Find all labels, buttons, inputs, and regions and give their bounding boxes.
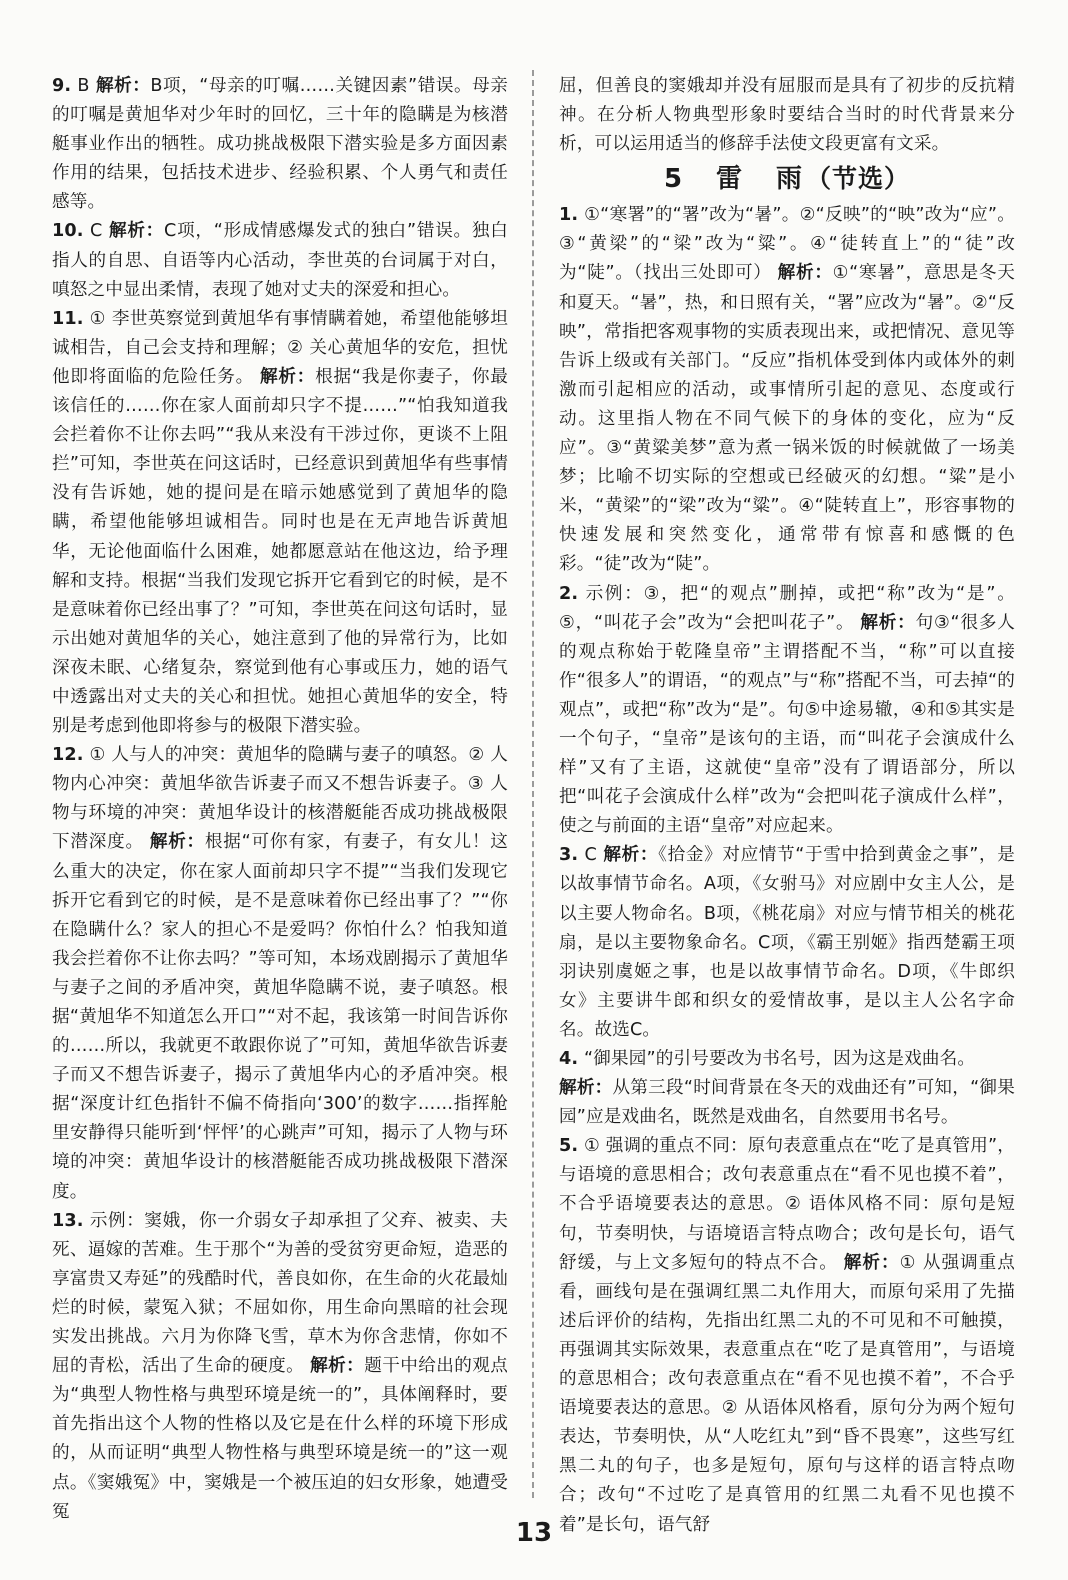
- answer-12: 12. ① 人与人的冲突：黄旭华的隐瞒与妻子的嗔怒。② 人物内心冲突：黄旭华欲告诉妻子而又不想告诉妻子。③ 人物与环境的冲突：黄旭华设计的核潜艇能否成功挑战极限下潜深度。 解析：根据“可你有家，有妻子，有女儿！这么重大的决定，你在家人面前却只字不提”“当我们发现它拆开它看到它的时候，是不是意味着你已经出事了？”“你在隐瞒什么？家人的担心不是爱吗？你怕什么？怕我知道我会拦着你不让你去吗？”等可知，本场戏剧揭示了黄旭华与妻子之间的矛盾冲突，黄旭华隐瞒不说，妻子嗔怒。根据“黄旭华不知道怎么开口”“对不起，我该第一时间告诉你的……所以，我就更不敢跟你说了”可知，黄旭华欲告诉妻子而又不想告诉妻子，揭示了黄旭华内心的矛盾冲突。根据“深度计红色指针不偏不倚指向‘300’的数字……指挥舱里安静得只能听到‘怦怦’的心跳声”可知，揭示了人物与环境的冲突：黄旭华设计的核潜艇能否成功挑战极限下潜深度。: [52, 745, 508, 1202]
- answer-11: 11. ① 李世英察觉到黄旭华有事情瞒着她，希望他能够坦诚相告，自己会支持和理解；② 关心黄旭华的安危，担忧他即将面临的危险任务。 解析：根据“我是你妻子，你最该信任的……你在家人面前却只字不提……”“怕我知道我会拦着你不让你去吗”“我从来没有干涉过你，更谈不上阻拦”可知，李世英在问这话时，已经意识到黄旭华有些事情没有告诉她，她的提问是在暗示她感觉到了黄旭华的隐瞒，希望他能够坦诚相告。同时也是在无声地告诉黄旭华，无论他面临什么困难，她都愿意站在他这边，给予理解和支持。根据“当我们发现它拆开它看到它的时候，是不是意味着你已经出事了？”可知，李世英在问这句话时，显示出她对黄旭华的关心，她注意到了他的异常行为，比如深夜未眠、心绪复杂，察觉到他有心事或压力，她的语气中透露出对丈夫的关心和担忧。她担心黄旭华的安全，特别是考虑到他即将参与的极限下潜实验。: [52, 308, 508, 737]
- section5-answer-2: 2. 示例：③，把“的观点”删掉，或把“称”改为“是”。⑤，“叫花子会”改为“会把叫花子”。 解析：句③“很多人的观点称始于乾隆皇帝”主谓搭配不当，“称”可以直接作“很多人”的谓语，“的观点”与“称”搭配不当，可去掉“的观点”，或把“称”改为“是”。句⑤中途易辙，④和⑤其实是一个句子，“皇帝”是该句的主语，而“叫花子会演成什么样”又有了主语，这就使“皇帝”没有了谓语部分，所以把“叫花子会演成什么样”改为“会把叫花子演成什么样”，使之与前面的主语“皇帝”对应起来。: [559, 583, 1015, 837]
- answer-13: 13. 示例：窦娥，你一介弱女子却承担了父弃、被卖、夫死、逼嫁的苦难。生于那个“为善的受贫穷更命短，造恶的享富贵又寿延”的残酷时代，善良如你，在生命的火花最灿烂的时候，蒙冤入狱；不屈如你，用生命向黑暗的社会现实发出挑战。六月为你降飞雪，草木为你含悲情，你如不屈的青松，活出了生命的硬度。 解析：题干中给出的观点为“典型人物性格与典型环境是统一的”，具体阐释时，要首先指出这个人物的性格以及它是在什么样的环境下形成的，从而证明“典型人物性格与典型环境是统一的”这一观点。《窦娥冤》中，窦娥是一个被压迫的妇女形象，她遭受冤: [52, 1210, 509, 1522]
- section5-answer-4-analysis: 解析：从第三段“时间背景在冬天的戏曲还有”可知，“御果园”应是戏曲名，既然是戏曲名，自然要用书名号。: [559, 1078, 1016, 1128]
- answer-9: 9. B 解析：B项，“母亲的叮嘱……关键因素”错误。母亲的叮嘱是黄旭华对少年时的回忆，三十年的隐瞒是为核潜艇事业作出的牺牲。成功挑战极限下潜实验是多方面因素作用的结果，包括技术进步、经验积累、个人勇气和责任感等。: [52, 76, 509, 213]
- section5-answer-1: 1. ①“寒署”的“署”改为“暑”。②“反映”的“映”改为“应”。③“黄梁”的“梁”改为“粱”。④“徒转直上”的“徒”改为“陡”。（找出三处即可） 解析：①“寒暑”，意思是冬天和夏天。“暑”，热，和日照有关，“署”应改为“暑”。②“反映”，常指把客观事物的实质表现出来，或把情况、意见等告诉上级或有关部门。“反应”指机体受到体内或体外的刺激而引起相应的活动，或事情所引起的意见、态度或行动。这里指人物在不同气候下的身体的变化，应为“反应”。③“黄粱美梦”意为煮一锅米饭的时候就做了一场美梦；比喻不切实际的空想或已经破灭的幻想。“粱”是小米，“黄梁”的“梁”改为“粱”。④“陡转直上”，形容事物的快速发展和突然变化，通常带有惊喜和感慨的色彩。“徒”改为“陡”。: [559, 205, 1015, 575]
- page-number: 13: [515, 1518, 553, 1548]
- answer-13-continued: 屈，但善良的窦娥却并没有屈服而是具有了初步的反抗精神。在分析人物典型形象时要结合当时的时代背景来分析，可以运用适当的修辞手法使文段更富有文采。: [559, 76, 1015, 155]
- answer-10: 10. C 解析：C项，“形成情感爆发式的独白”错误。独白指人的自思、自语等内心活动，李世英的台词属于对白，嗔怒之中显出柔情，表现了她对丈夫的深爱和担心。: [52, 221, 508, 300]
- section5-answer-4: 4. “御果园”的引号要改为书名号，因为这是戏曲名。: [559, 1049, 976, 1069]
- left-column: [52, 72, 508, 1527]
- section5-answer-5: 5. ① 强调的重点不同：原句表意重点在“吃了是真管用”，与语境的意思相合；改句表意重点在“看不见也摸不着”，不合乎语境要表达的意思。② 语体风格不同：原句是短句，节奏明快，与语境语言特点吻合；改句是长句，语气舒缓，与上文多短句的特点不合。 解析：① 从强调重点看，画线句是在强调红黑二丸作用大，而原句采用了先描述后评价的结构，先指出红黑二丸的不可见和不可触摸，再强调其实际效果，表意重点在“吃了是真管用”，与语境的意思相合；改句表意重点在“看不见也摸不着”，不合乎语境要表达的意思。② 从语体风格看，原句分为两个短句表达，节奏明快，从“人吃红丸”到“昏不畏寒”，这些写红黑二丸的句子，也多是短句，原句与这样的语言特点吻合；改句“不过吃了是真管用的红黑二丸看不见也摸不着”是长句，语气舒: [559, 1136, 1015, 1535]
- section-title: 5 雷 雨（节选）: [663, 164, 911, 195]
- right-column: [559, 72, 1015, 1540]
- section5-answer-3: 3. C 解析：《拾金》对应情节“于雪中拾到黄金之事”，是以故事情节命名。A项，《女驸马》对应剧中女主人公，是以主要人物命名。B项，《桃花扇》对应与情节相关的桃花扇，是以主要物象命名。C项，《霸王别姬》指西楚霸王项羽诀别虞姬之事，也是以故事情节命名。D项，《牛郎织女》主要讲牛郎和织女的爱情故事，是以主人公名字命名。故选C。: [559, 845, 1015, 1040]
- column-divider: [532, 70, 534, 1498]
